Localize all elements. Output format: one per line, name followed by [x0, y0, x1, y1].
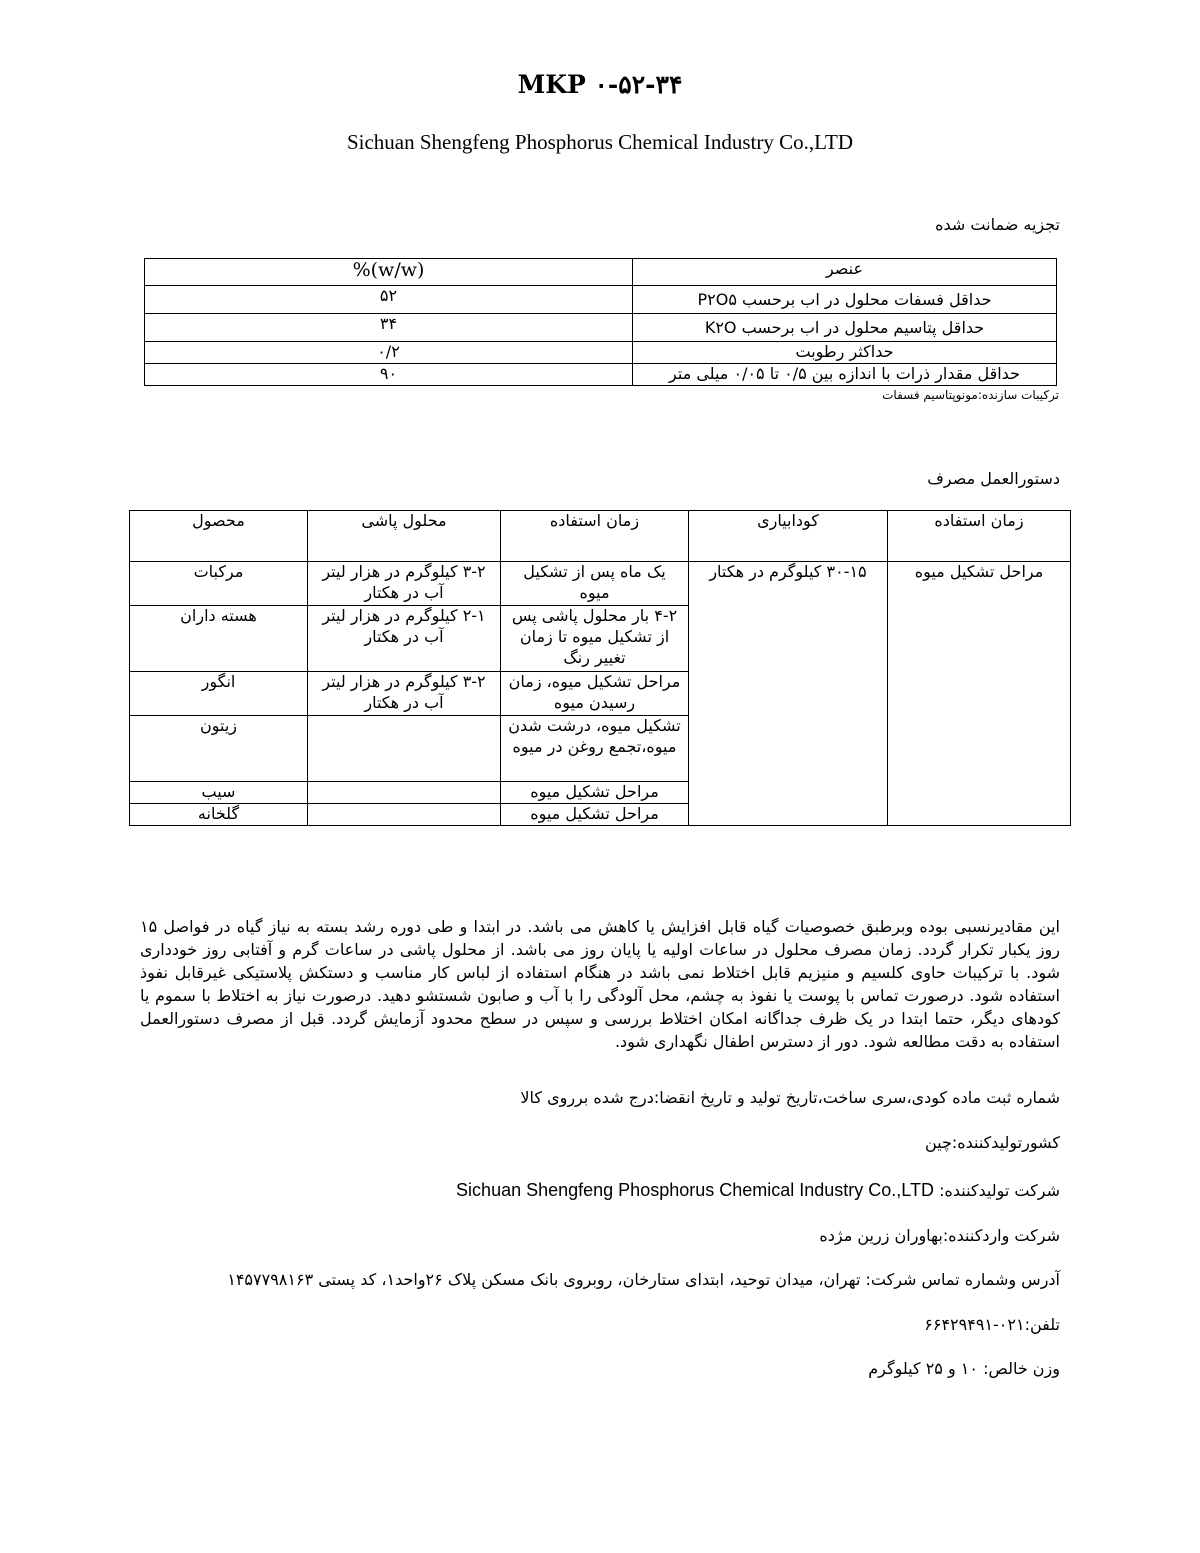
- crop-cell: گلخانه: [130, 804, 308, 826]
- header-time: زمان استفاده: [501, 511, 689, 562]
- foliar-cell: ۳-۲ کیلوگرم در هزار لیتر آب در هکتار: [308, 672, 501, 716]
- crop-cell: زیتون: [130, 716, 308, 782]
- foliar-cell: [308, 716, 501, 782]
- time2-cell: مراحل تشکیل میوه: [888, 562, 1071, 826]
- header-fertigation: کودابیاری: [689, 511, 888, 562]
- analysis-value: ۵۲: [145, 286, 633, 314]
- header-crop: محصول: [130, 511, 308, 562]
- analysis-element: حداقل مقدار ذرات با اندازه بین ۰/۵ تا ۰/۰۵ میلی متر: [633, 364, 1057, 386]
- crop-cell: انگور: [130, 672, 308, 716]
- time-cell: مراحل تشکیل میوه، زمان رسیدن میوه: [501, 672, 689, 716]
- time-cell: ۴-۲ بار محلول پاشی پس از تشکیل میوه تا زمان تغییر رنگ: [501, 606, 689, 672]
- fertigation-cell: ۳۰-۱۵ کیلوگرم در هکتار: [689, 562, 888, 826]
- header-element: عنصر: [633, 259, 1057, 286]
- analysis-element: حداکثر رطوبت: [633, 342, 1057, 364]
- importer-line: شرکت واردکننده:بهاوران زرین مژده: [819, 1226, 1060, 1245]
- company-name: Sichuan Shengfeng Phosphorus Chemical Industry Co.,LTD: [346, 130, 854, 154]
- country-line: کشورتولیدکننده:چین: [924, 1133, 1060, 1152]
- document-title: MKP ۰-۵۲-۳۴: [517, 70, 683, 99]
- time-cell: مراحل تشکیل میوه: [501, 782, 689, 804]
- instructions-paragraph: این مقادیرنسبی بوده وبرطبق خصوصیات گیاه قابل افزایش یا کاهش می باشد. در ابتدا و طی دوره رشد بسته به نیاز گیاه در فواصل ۱۵ روز یکبار تکرار گردد. زمان مصرف محلول در ساعات اولیه یا پایان روز می باشد. از محلول پاشی در ساعات گرم و آفتابی روز خودداری شود. با ترکیبات حاوی کلسیم و منیزیم قابل اختلاط نمی باشد در هنگام استفاده از لباس کار مناسب و دستکش پلاستیکی غیرقابل نفوذ استفاده شود. درصورت تماس با پوست یا نفوذ به چشم، محل آلودگی را با آب و صابون شستشو دهید. درصورت نیاز به اختلاط با سموم یا کودهای دیگر، حتما ابتدا در یک ظرف جداگانه امکان اختلاط بررسی و سپس در سطح محدود آزمایش گردد. قبل از مصرف دستورالعمل استفاده به دقت مطالعه شود. دور از دسترس اطفال نگهداری شود.: [140, 917, 1060, 1051]
- crop-cell: هسته داران: [130, 606, 308, 672]
- analysis-value: ۹۰: [145, 364, 633, 386]
- foliar-cell: ۲-۱ کیلوگرم در هزار لیتر آب در هکتار: [308, 606, 501, 672]
- crop-cell: سیب: [130, 782, 308, 804]
- manufacturer-name: Sichuan Shengfeng Phosphorus Chemical Industry Co.,LTD: [456, 1180, 934, 1200]
- foliar-cell: [308, 804, 501, 826]
- header-value: %(w/w): [145, 259, 633, 286]
- crop-cell: مرکبات: [130, 562, 308, 606]
- analysis-value: ۳۴: [145, 314, 633, 342]
- analysis-value: ۰/۲: [145, 342, 633, 364]
- phone-line: تلفن:۰۲۱-۶۶۴۲۹۴۹۱: [924, 1315, 1060, 1334]
- analysis-heading: تجزیه ضمانت شده: [935, 215, 1060, 234]
- weight-line: وزن خالص: ۱۰ و ۲۵ کیلوگرم: [868, 1359, 1060, 1378]
- manufacturer-line: [456, 1180, 1060, 1201]
- composition-note: ترکیبات سازنده:مونوپتاسیم فسفات: [882, 388, 1059, 402]
- address-line: آدرس وشماره تماس شرکت: تهران، میدان توحید، ابتدای ستارخان، روبروی بانک مسکن پلاک ۲۶واحد۱، کد پستی ۱۴۵۷۷۹۸۱۶۳: [227, 1270, 1060, 1289]
- analysis-table: [144, 258, 1057, 386]
- time-cell: تشکیل میوه، درشت شدن میوه،تجمع روغن در میوه: [501, 716, 689, 782]
- analysis-element: حداقل فسفات محلول در اب برحسب P۲O۵: [633, 286, 1057, 314]
- usage-table: [129, 510, 1071, 826]
- foliar-cell: [308, 782, 501, 804]
- registration-line: شماره ثبت ماده کودی،سری ساخت،تاریخ تولید و تاریخ انقضا:درج شده برروی کالا: [520, 1088, 1060, 1107]
- time-cell: یک ماه پس از تشکیل میوه: [501, 562, 689, 606]
- usage-heading: دستورالعمل مصرف: [927, 469, 1060, 488]
- foliar-cell: ۳-۲ کیلوگرم در هزار لیتر آب در هکتار: [308, 562, 501, 606]
- header-time2: زمان استفاده: [888, 511, 1071, 562]
- manufacturer-label: شرکت تولیدکننده:: [939, 1181, 1060, 1200]
- time-cell: مراحل تشکیل میوه: [501, 804, 689, 826]
- header-foliar: محلول پاشی: [308, 511, 501, 562]
- analysis-element: حداقل پتاسیم محلول در اب برحسب K۲O: [633, 314, 1057, 342]
